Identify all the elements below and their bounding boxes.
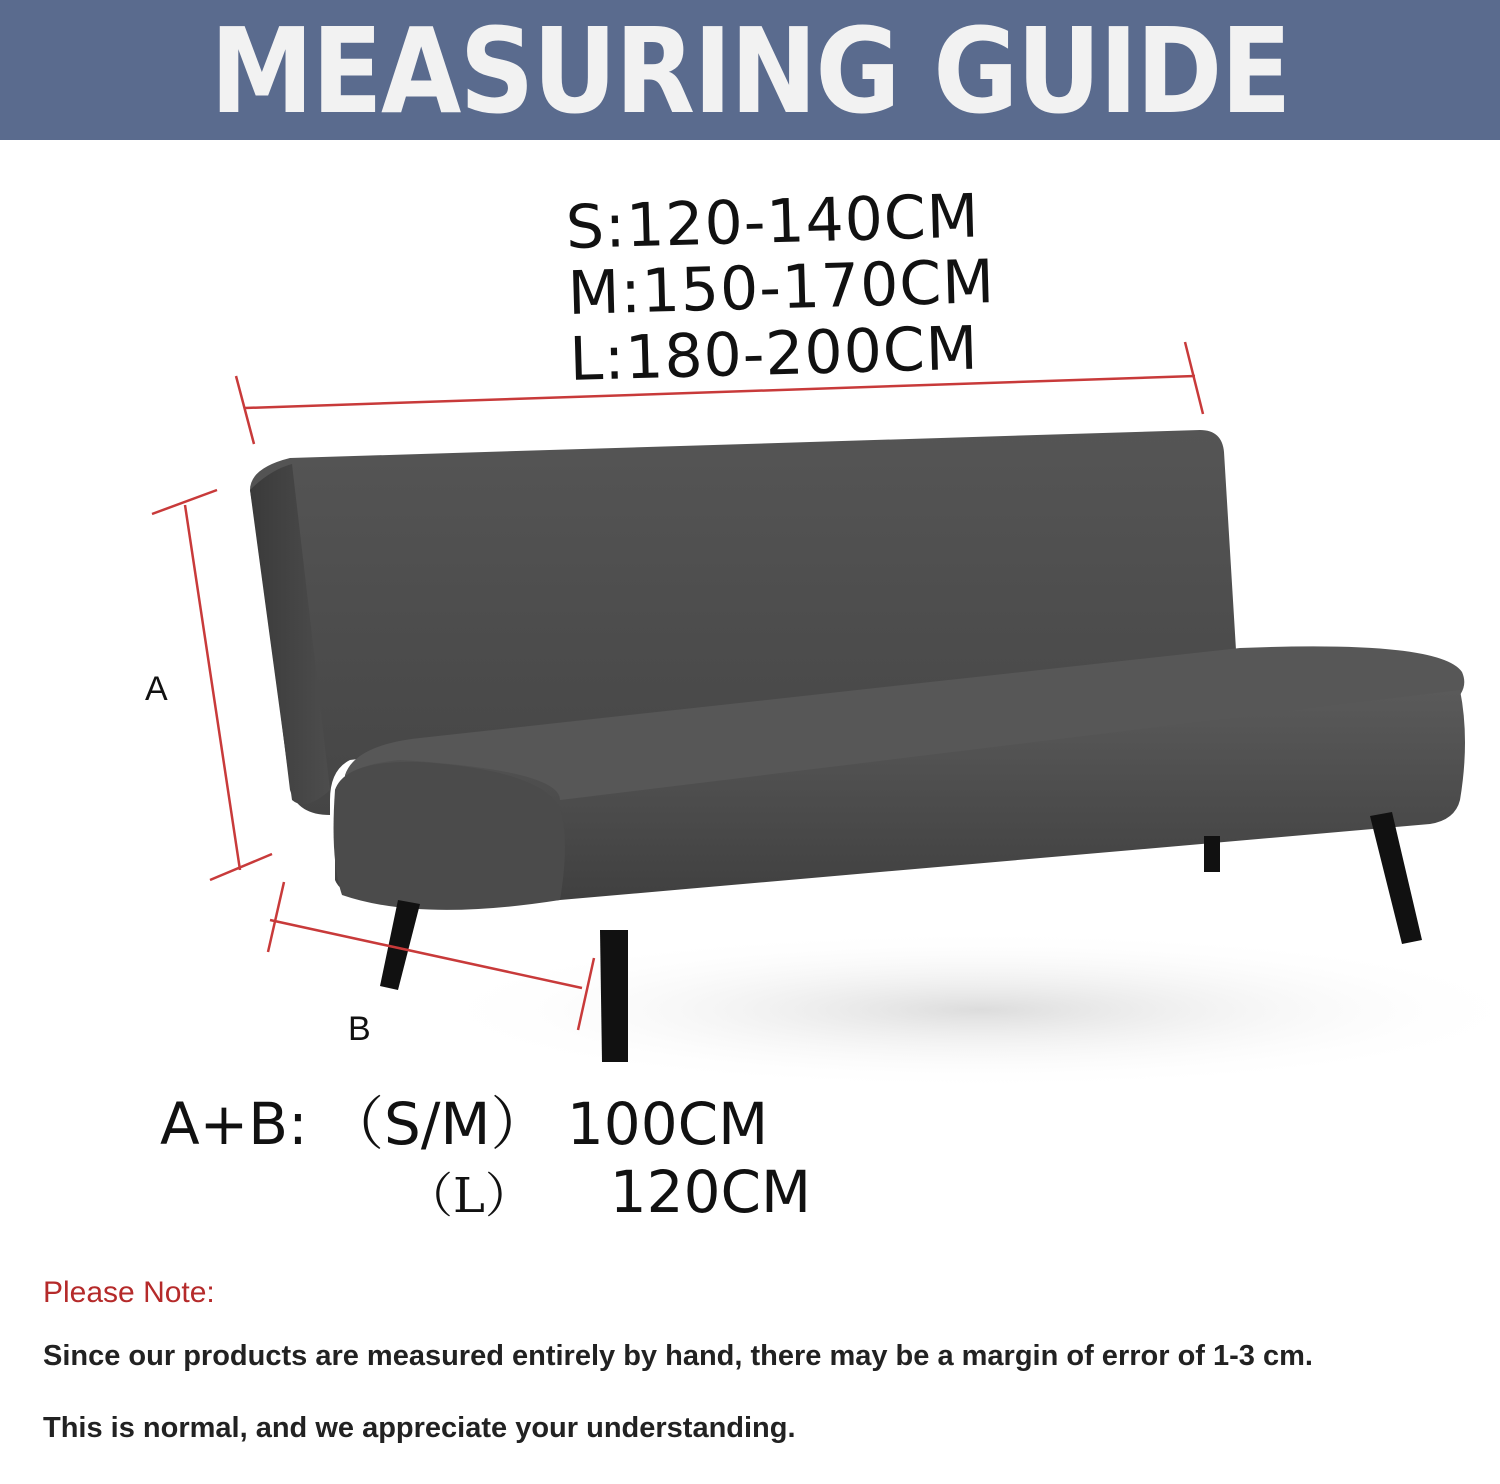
note-heading: Please Note:: [43, 1276, 215, 1309]
ab-spec: [160, 1090, 812, 1226]
width-sizes: [565, 183, 998, 393]
title-banner: [0, 0, 1500, 140]
sofa-leg-front-middle: [600, 930, 628, 1062]
sofa-leg-back-right: [1204, 836, 1220, 872]
label-b: B: [348, 1010, 371, 1048]
note-line-2: This is normal, and we appreciate your understanding.: [43, 1412, 796, 1444]
size-s: S:120-140CM: [564, 181, 981, 263]
sofa-seat-end: [334, 762, 565, 910]
ab-l-value: 120CM: [609, 1158, 812, 1226]
ab-l-row: [405, 1158, 811, 1230]
label-a: A: [145, 670, 168, 708]
banner-title: MEASURING GUIDE: [210, 2, 1290, 140]
note-line-1: Since our products are measured entirely by hand, there may be a margin of error of 1-3 cm.: [43, 1340, 1313, 1372]
sofa-leg-front-right: [1370, 812, 1422, 944]
ab-sm-label: （S/M）: [326, 1090, 549, 1158]
measure-a: [152, 490, 272, 880]
size-m: M:150-170CM: [566, 247, 996, 329]
ab-sm-value: 100CM: [566, 1090, 769, 1158]
ab-prefix: A+B:: [160, 1090, 308, 1158]
size-l: L:180-200CM: [568, 313, 980, 395]
ab-l-label: （L）: [405, 1168, 533, 1224]
